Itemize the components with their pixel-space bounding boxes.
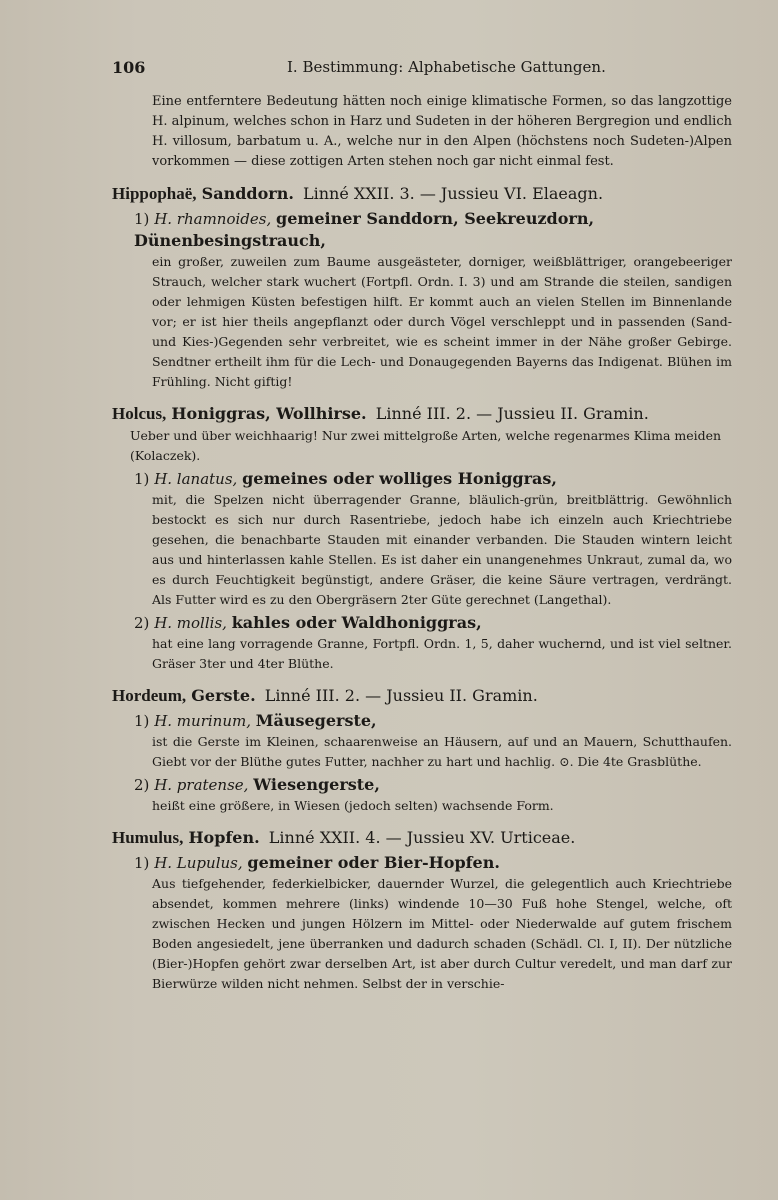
species-description: hat eine lang vorragende Granne, Fortpfl. Ordn. 1, 5, daher wuchernd, und ist viel seltner. Gräser 3ter und 4ter Blüthe. [152, 636, 732, 671]
genus-common-name: Hopfen. [188, 828, 260, 847]
species-heading [134, 208, 732, 252]
species-heading [134, 852, 732, 874]
genus-common-name: Sanddorn. [201, 184, 294, 203]
genus-common-name: Gerste. [191, 686, 256, 705]
species-entry [134, 852, 732, 994]
genus-entry-humulus [112, 826, 732, 994]
species-entry [134, 612, 732, 674]
species-heading [134, 774, 732, 796]
genus-classification: Linné XXII. 3. — Jussieu VI. Elaeagn. [302, 184, 604, 203]
species-number: 1) [134, 470, 150, 488]
species-vernacular-name: kahles oder Waldhoniggras, [231, 613, 482, 632]
species-entry [134, 208, 732, 392]
species-latin-name: H. lanatus, [154, 470, 238, 488]
species-latin-name: H. rhamnoides, [154, 210, 272, 228]
species-heading [134, 612, 732, 634]
genus-name: Humulus, [112, 828, 184, 847]
genus-entry-holcus [112, 402, 732, 674]
genus-description: Ueber und über weichhaarig! Nur zwei mittelgroße Arten, welche regenarmes Klima meiden (Kolaczek). [130, 428, 722, 463]
species-number: 1) [134, 712, 150, 730]
page-number: 106 [112, 58, 146, 77]
genus-entry-hordeum [112, 684, 732, 816]
genus-heading [112, 826, 732, 850]
species-description: Aus tiefgehender, federkielbicker, dauernder Wurzel, die gelegentlich auch Kriechtriebe absendet, kommen mehrere (links) windende 10—30 Fuß hohe Stengel, welche, oft zwischen Hecken und jungen Hölzern im Mittel- oder Niederwalde auf gutem frischem Boden angesiedelt, jene überranken und dadurch schaden (Schädl. Cl. I, II). Der nützliche (Bier-)Hopfen gehört zwar derselben Art, ist aber durch Cultur veredelt, und man darf zur Bierwürze wilden nicht nehmen. Selbst der in verschie- [152, 876, 732, 991]
genus-heading [112, 684, 732, 708]
species-number: 2) [134, 776, 150, 794]
species-latin-name: H. pratense, [154, 776, 249, 794]
species-heading [134, 468, 732, 490]
species-vernacular-name: Mäusegerste, [255, 711, 377, 730]
species-vernacular-name: gemeines oder wolliges Honiggras, [242, 469, 557, 488]
genus-classification: Linné III. 2. — Jussieu II. Gramin. [264, 686, 538, 705]
running-title: I. Bestimmung: Alphabetische Gattungen. [287, 58, 606, 76]
species-description: ist die Gerste im Kleinen, schaarenweise an Häusern, auf und an Mauern, Schutthaufen. Giebt vor der Blüthe gutes Futter, nachher zu hart und hachlig. ⊙. Die 4te Grasblüthe. [152, 734, 732, 769]
species-heading [134, 710, 732, 732]
genus-heading [112, 182, 732, 206]
species-latin-name: H. Lupulus, [154, 854, 243, 872]
genus-name: Hordeum, [112, 686, 187, 705]
species-number: 2) [134, 614, 150, 632]
species-latin-name: H. murinum, [154, 712, 251, 730]
species-description: heißt eine größere, in Wiesen (jedoch selten) wachsende Form. [152, 798, 554, 813]
intro-paragraph: Eine entferntere Bedeutung hätten noch einige klimatische Formen, so das langzottige H. alpinum, welches schon in Harz und Sudeten in der höheren Bergregion und endlich H. villosum, barbatum u. A., welche nur in den Alpen (höchstens noch Sudeten-)Alpen vorkommen — diese zottigen Arten stehen noch gar nicht einmal fest. [152, 94, 732, 169]
species-latin-name: H. mollis, [154, 614, 227, 632]
species-vernacular-name: gemeiner Sanddorn, Seekreuzdorn, Dünenbesingstrauch, [134, 209, 595, 250]
genus-common-name: Honiggras, Wollhirse. [171, 404, 367, 423]
genus-name: Hippophaë, [112, 184, 197, 203]
genus-heading [112, 402, 732, 426]
running-head [112, 58, 728, 82]
species-description: mit, die Spelzen nicht überragender Granne, bläulich-grün, breitblättrig. Gewöhnlich bestockt es sich nur durch Rasentriebe, jedoch habe ich einzeln auch Kriechtriebe gesehen, die benachbarte Stauden mit einander verbanden. Die Stauden wintern leicht aus und hinterlassen kahle Stellen. Es ist daher ein unangenehmes Unkraut, zumal da, wo es durch Feuchtigkeit begünstigt, andere Gräser, die keine Säure vertragen, verdrängt. Als Futter wird es zu den Obergräsern 2ter Güte gerechnet (Langethal). [152, 492, 732, 607]
species-entry [134, 774, 732, 816]
species-entry [134, 710, 732, 772]
genus-entry-hippophae [112, 182, 732, 392]
genus-classification: Linné XXII. 4. — Jussieu XV. Urticeae. [268, 828, 576, 847]
species-description: ein großer, zuweilen zum Baume ausgeästeter, dorniger, weißblättriger, orangebeeriger Strauch, welcher stark wuchert (Fortpfl. Ordn. I. 3) und am Strande die steilen, sandigen oder lehmigen Küsten befestigen hilft. Er kommt auch an vielen Stellen im Binnenlande vor; er ist hier theils angepflanzt oder durch Vögel verschleppt und in passenden (Sand- und Kies-)Gegenden sehr verbreitet, wie es scheint immer in der Nähe großer Gebirge. Sendtner ertheilt ihm für die Lech- und Donaugegenden Bayerns das Indigenat. Blühen im Frühling. Nicht giftig! [152, 254, 732, 389]
page-content [112, 92, 732, 994]
species-entry [134, 468, 732, 610]
species-number: 1) [134, 210, 150, 228]
species-vernacular-name: Wiesengerste, [253, 775, 380, 794]
genus-classification: Linné III. 2. — Jussieu II. Gramin. [375, 404, 649, 423]
genus-name: Holcus, [112, 404, 167, 423]
species-number: 1) [134, 854, 150, 872]
species-vernacular-name: gemeiner oder Bier-Hopfen. [247, 853, 500, 872]
